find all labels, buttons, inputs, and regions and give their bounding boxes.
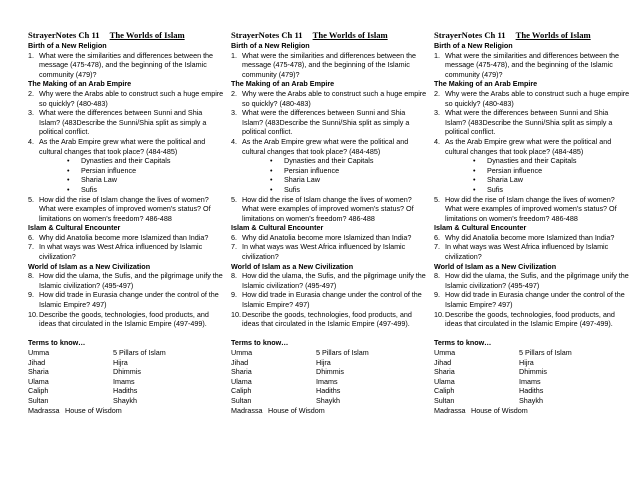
term: Madrassa: [434, 405, 466, 415]
bullet-text: Sufis: [81, 184, 97, 194]
question-text: Describe the goods, technologies, food products, and ideas that circulated in the Islamic Empire (497-499).: [39, 309, 209, 329]
question-item: [231, 195, 427, 224]
section-heading: Birth of a New Religion: [28, 41, 107, 50]
bullet-text: Persian influence: [81, 165, 137, 175]
question-number: 2.: [231, 88, 237, 98]
terms-row: [28, 406, 224, 416]
question-number: 5.: [231, 194, 237, 204]
question-number: 10.: [231, 309, 241, 319]
term: Ulama: [28, 376, 49, 386]
question-text: Why did Anatolia become more Islamized than India?: [445, 232, 615, 242]
terms-row: [231, 358, 427, 368]
bullet-item: [473, 175, 630, 185]
terms-row: [28, 377, 224, 387]
question-item: [231, 310, 427, 329]
question-text: In what ways was West Africa influenced by Islamic civilization?: [242, 242, 406, 262]
question-item: [28, 137, 224, 156]
spacer: [434, 329, 630, 339]
question-text: How did the ulama, the Sufis, and the pilgrimage unify the Islamic civilization? (495-497): [242, 271, 426, 290]
bullet-item: [67, 156, 224, 166]
question-number: 8.: [231, 271, 237, 281]
question-item: [231, 233, 427, 243]
question-item: [231, 271, 427, 290]
term: Caliph: [231, 386, 252, 396]
bullet-icon: •: [270, 175, 273, 185]
terms-row: [28, 367, 224, 377]
chapter-title: StrayerNotes Ch 11: [434, 30, 506, 40]
section-heading: Islam & Cultural Encounter: [28, 223, 121, 233]
bullet-text: Sufis: [487, 184, 503, 194]
term: Umma: [231, 348, 253, 357]
question-item: [28, 233, 224, 243]
bullet-text: Sharia Law: [487, 175, 523, 185]
question-item: [434, 242, 630, 261]
question-number: 7.: [28, 242, 34, 252]
question-text: How did the rise of Islam change the lives of women? What were examples of improved women’s status? Of limitations on women’s freedom? 486-488: [445, 194, 617, 223]
term: Jihad: [231, 357, 249, 367]
question-item: [434, 271, 630, 290]
chapter-title: StrayerNotes Ch 11: [231, 30, 303, 40]
unit-title: The Worlds of Islam: [515, 30, 591, 40]
question-number: 3.: [434, 108, 440, 118]
term: Sharia: [28, 367, 49, 377]
term: Jihad: [28, 357, 46, 367]
terms-row: [231, 348, 427, 358]
question-number: 3.: [28, 108, 34, 118]
question-number: 5.: [28, 194, 34, 204]
question-number: 10.: [434, 309, 444, 319]
term: Madrassa: [231, 405, 263, 415]
question-number: 8.: [28, 271, 34, 281]
term: Shaykh: [113, 395, 137, 405]
terms-row: [434, 377, 630, 387]
term: House of Wisdom: [65, 405, 122, 415]
term: Hadiths: [316, 386, 341, 396]
question-number: 6.: [231, 232, 237, 242]
bullet-icon: •: [67, 175, 70, 185]
bullet-item: [270, 175, 427, 185]
question-number: 9.: [231, 290, 237, 300]
bullet-text: Sufis: [284, 184, 300, 194]
terms-row: [434, 358, 630, 368]
question-text: What were the similarities and differences between the message (475-478), and the beginning of the Islamic community (479)?: [39, 50, 214, 79]
terms-row: [231, 386, 427, 396]
question-text: How did the ulama, the Sufis, and the pilgrimage unify the Islamic civilization? (495-497): [39, 271, 223, 290]
term: Madrassa: [28, 405, 60, 415]
bullet-item: [270, 185, 427, 195]
question-number: 1.: [231, 50, 237, 60]
worksheet-title: [28, 30, 224, 41]
bullet-icon: •: [67, 156, 70, 166]
bullet-item: [270, 156, 427, 166]
bullet-text: Sharia Law: [81, 175, 117, 185]
term: Sultan: [231, 395, 252, 405]
terms-row: [231, 377, 427, 387]
term: Imams: [113, 376, 135, 386]
terms-row: [231, 406, 427, 416]
section-heading: Birth of a New Religion: [434, 41, 513, 50]
terms-row: [28, 386, 224, 396]
bullet-item: [473, 166, 630, 176]
question-text: What were the similarities and differences between the message (475-478), and the beginning of the Islamic community (479)?: [445, 50, 620, 79]
section-heading: Islam & Cultural Encounter: [434, 223, 527, 233]
worksheet-copy-1: [28, 30, 224, 415]
bullet-item: [67, 166, 224, 176]
term: Sharia: [434, 367, 455, 377]
term: Sharia: [231, 367, 252, 377]
bullet-item: [473, 156, 630, 166]
bullet-icon: •: [473, 175, 476, 185]
question-item: [434, 108, 630, 137]
bullet-text: Persian influence: [487, 165, 543, 175]
bullet-text: Dynasties and their Capitals: [284, 156, 374, 166]
terms-row: [28, 348, 224, 358]
bullet-icon: •: [270, 165, 273, 175]
bullet-item: [67, 175, 224, 185]
question-number: 5.: [434, 194, 440, 204]
bullet-item: [270, 166, 427, 176]
term: Shaykh: [316, 395, 340, 405]
question-text: In what ways was West Africa influenced by Islamic civilization?: [445, 242, 609, 262]
question-text: How did the ulama, the Sufis, and the pilgrimage unify the Islamic civilization? (495-497): [445, 271, 629, 290]
worksheet-title: [231, 30, 427, 41]
question-number: 10.: [28, 309, 38, 319]
question-item: [434, 195, 630, 224]
term: Imams: [519, 376, 541, 386]
term: Caliph: [434, 386, 455, 396]
bullet-text: Dynasties and their Capitals: [487, 156, 577, 166]
question-item: [434, 290, 630, 309]
terms-heading: Terms to know…: [28, 338, 86, 348]
question-number: 4.: [434, 136, 440, 146]
question-text: Describe the goods, technologies, food products, and ideas that circulated in the Islamic Empire (497-499).: [445, 309, 615, 329]
question-number: 7.: [434, 242, 440, 252]
question-text: What were the differences between Sunni and Shia Islam? (483Describe the Sunni/Shia split as simply a political conflict.: [242, 108, 410, 137]
terms-heading: Terms to know…: [231, 338, 289, 348]
question-text: Why were the Arabs able to construct such a huge empire so quickly? (480-483): [39, 88, 224, 108]
question-item: [434, 89, 630, 108]
question-number: 9.: [434, 290, 440, 300]
question-item: [28, 271, 224, 290]
question-item: [28, 89, 224, 108]
section-heading: World of Islam as a New Civilization: [28, 261, 151, 271]
bullet-text: Sharia Law: [284, 175, 320, 185]
question-text: Why did Anatolia become more Islamized than India?: [242, 232, 412, 242]
question-number: 6.: [434, 232, 440, 242]
section-heading: World of Islam as a New Civilization: [231, 261, 354, 271]
question-item: [231, 290, 427, 309]
terms-row: [231, 396, 427, 406]
unit-title: The Worlds of Islam: [109, 30, 185, 40]
terms-row: [434, 367, 630, 377]
terms-row: [231, 367, 427, 377]
term: Umma: [434, 348, 456, 357]
question-item: [28, 242, 224, 261]
question-text: Why did Anatolia become more Islamized than India?: [39, 232, 209, 242]
section-heading: Birth of a New Religion: [231, 41, 310, 50]
chapter-title: StrayerNotes Ch 11: [28, 30, 100, 40]
question-text: Describe the goods, technologies, food products, and ideas that circulated in the Islamic Empire (497-499).: [242, 309, 412, 329]
question-number: 6.: [28, 232, 34, 242]
term: Hijra: [519, 357, 534, 367]
spacer: [231, 329, 427, 339]
term: Umma: [28, 348, 50, 357]
question-number: 2.: [28, 88, 34, 98]
term: House of Wisdom: [268, 405, 325, 415]
section-heading: World of Islam as a New Civilization: [434, 261, 557, 271]
term: Sultan: [434, 395, 455, 405]
bullet-icon: •: [270, 184, 273, 194]
question-item: [28, 51, 224, 80]
question-number: 7.: [231, 242, 237, 252]
question-text: As the Arab Empire grew what were the political and cultural changes that took place? (484-485): [39, 136, 206, 156]
worksheet-title: [434, 30, 630, 41]
question-text: In what ways was West Africa influenced by Islamic civilization?: [39, 242, 203, 262]
question-number: 9.: [28, 290, 34, 300]
bullet-text: Persian influence: [284, 165, 340, 175]
bullet-icon: •: [67, 184, 70, 194]
question-item: [28, 195, 224, 224]
question-item: [434, 137, 630, 156]
term: Caliph: [28, 386, 49, 396]
bullet-item: [473, 185, 630, 195]
question-item: [28, 108, 224, 137]
terms-row: [28, 396, 224, 406]
term: 5 Pillars of Islam: [519, 348, 572, 357]
spacer: [28, 329, 224, 339]
question-item: [434, 310, 630, 329]
unit-title: The Worlds of Islam: [312, 30, 388, 40]
terms-row: [434, 396, 630, 406]
term: Dhimmis: [519, 367, 547, 377]
question-text: What were the similarities and differences between the message (475-478), and the beginning of the Islamic community (479)?: [242, 50, 417, 79]
question-number: 1.: [434, 50, 440, 60]
terms-row: [28, 358, 224, 368]
term: Sultan: [28, 395, 49, 405]
question-item: [231, 108, 427, 137]
bullet-item: [67, 185, 224, 195]
bullet-icon: •: [473, 156, 476, 166]
question-item: [434, 233, 630, 243]
term: Ulama: [434, 376, 455, 386]
question-text: How did the rise of Islam change the lives of women? What were examples of improved women’s status? Of limitations on women’s freedom? 486-488: [39, 194, 211, 223]
question-text: What were the differences between Sunni and Shia Islam? (483Describe the Sunni/Shia split as simply a political conflict.: [39, 108, 207, 137]
term: Imams: [316, 376, 338, 386]
worksheet-copy-3: [434, 30, 630, 415]
question-number: 2.: [434, 88, 440, 98]
question-number: 1.: [28, 50, 34, 60]
question-text: How did trade in Eurasia change under the control of the Islamic Empire? 497): [242, 290, 422, 310]
term: Dhimmis: [113, 367, 141, 377]
question-item: [434, 51, 630, 80]
question-text: Why were the Arabs able to construct such a huge empire so quickly? (480-483): [242, 88, 427, 108]
section-heading: The Making of an Arab Empire: [28, 79, 132, 89]
term: Hijra: [113, 357, 128, 367]
term: Ulama: [231, 376, 252, 386]
question-text: How did trade in Eurasia change under the control of the Islamic Empire? 497): [39, 290, 219, 310]
question-text: As the Arab Empire grew what were the political and cultural changes that took place? (484-485): [242, 136, 409, 156]
question-number: 4.: [28, 136, 34, 146]
question-text: Why were the Arabs able to construct such a huge empire so quickly? (480-483): [445, 88, 630, 108]
term: Jihad: [434, 357, 452, 367]
section-heading: The Making of an Arab Empire: [231, 79, 335, 89]
term: 5 Pillars of Islam: [316, 348, 369, 357]
question-number: 3.: [231, 108, 237, 118]
terms-row: [434, 406, 630, 416]
bullet-icon: •: [473, 184, 476, 194]
question-text: As the Arab Empire grew what were the political and cultural changes that took place? (484-485): [445, 136, 612, 156]
term: Hijra: [316, 357, 331, 367]
terms-heading: Terms to know…: [434, 338, 492, 348]
question-item: [231, 89, 427, 108]
bullet-icon: •: [67, 165, 70, 175]
bullet-icon: •: [473, 165, 476, 175]
section-heading: Islam & Cultural Encounter: [231, 223, 324, 233]
term: 5 Pillars of Islam: [113, 348, 166, 357]
term: House of Wisdom: [471, 405, 528, 415]
question-text: How did the rise of Islam change the lives of women? What were examples of improved women’s status? Of limitations on women’s freedom? 486-488: [242, 194, 414, 223]
terms-row: [434, 386, 630, 396]
section-heading: The Making of an Arab Empire: [434, 79, 538, 89]
question-item: [28, 310, 224, 329]
question-text: How did trade in Eurasia change under the control of the Islamic Empire? 497): [445, 290, 625, 310]
question-item: [231, 242, 427, 261]
terms-row: [434, 348, 630, 358]
term: Hadiths: [113, 386, 138, 396]
question-text: What were the differences between Sunni and Shia Islam? (483Describe the Sunni/Shia split as simply a political conflict.: [445, 108, 613, 137]
question-number: 4.: [231, 136, 237, 146]
term: Dhimmis: [316, 367, 344, 377]
term: Shaykh: [519, 395, 543, 405]
question-number: 8.: [434, 271, 440, 281]
worksheet-copy-2: [231, 30, 427, 415]
question-item: [231, 51, 427, 80]
question-item: [231, 137, 427, 156]
bullet-text: Dynasties and their Capitals: [81, 156, 171, 166]
term: Hadiths: [519, 386, 544, 396]
question-item: [28, 290, 224, 309]
bullet-icon: •: [270, 156, 273, 166]
